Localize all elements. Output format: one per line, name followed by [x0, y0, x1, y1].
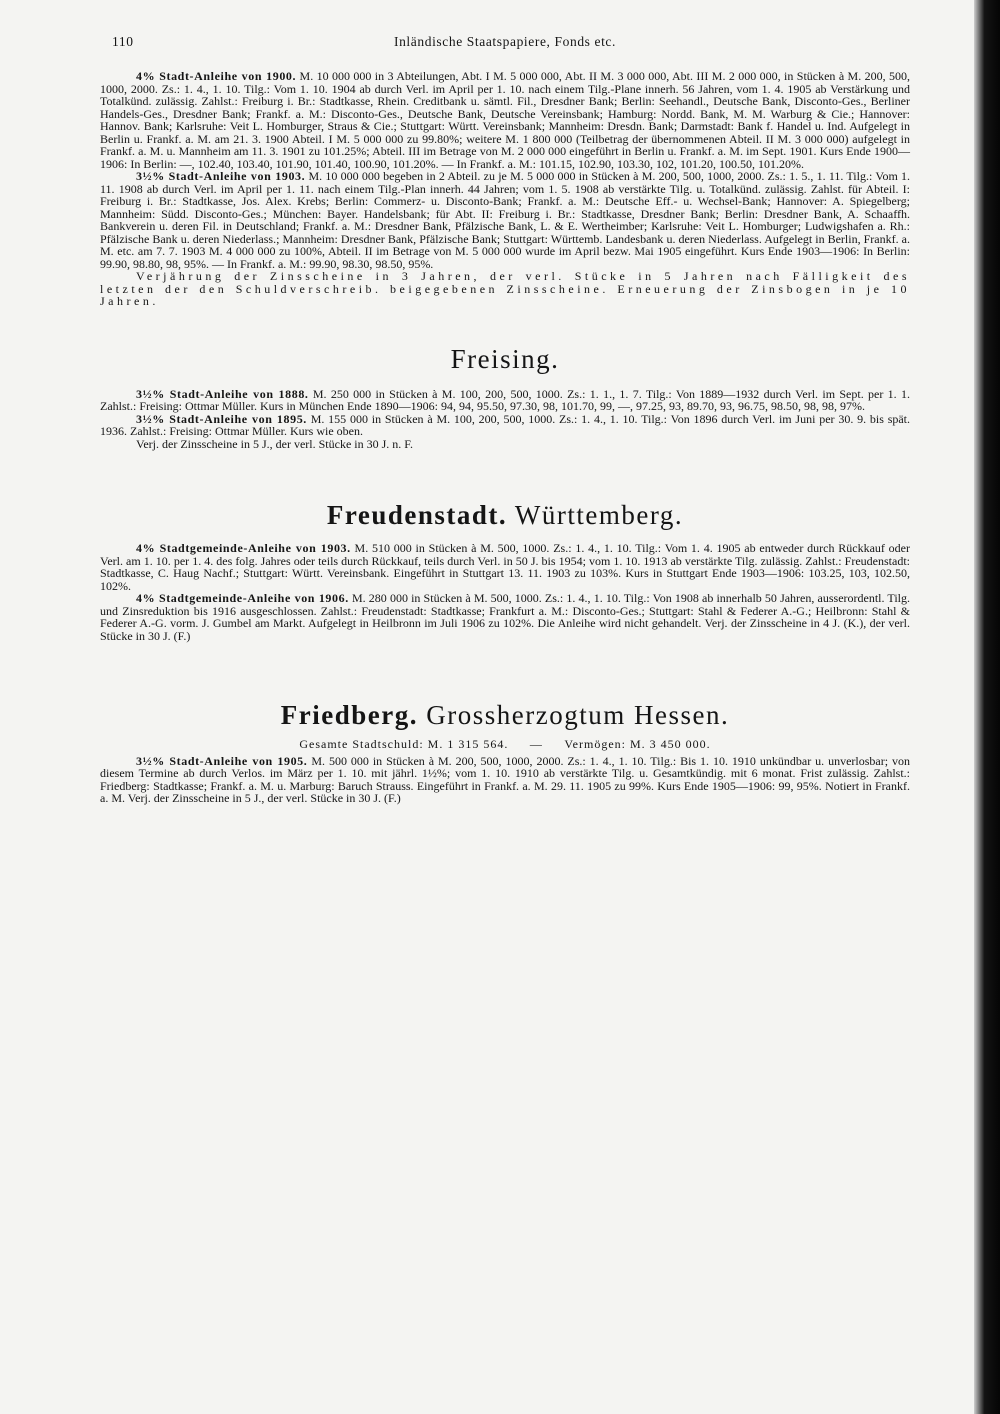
entry-text: M. 280 000 in Stücken à M. 500, 1000. Zs.: 1. 4., 1. 10. Tilg.: Von 1908 ab innerhalb 50 Jahren, ausserordentl. Tilg. und Zinsreduktion bis 1916 ausgeschlossen. Zahlst.: Freudenstadt: Stadtkasse; Frankfurt a. M.: Disconto-Ges.; Stuttgart: Stahl & Federer A.-G.; Heilbronn: Stahl & Federer A.-G. vorm. J. Gumbel am Markt. Aufgelegt in Heilbronn im Juli 1906 zu 102%. Die Anleihe wird nicht gehandelt. Verj. der Zinsscheine in 4 J. (K.), der verl. Stücke in 30 J. (F.): [100, 591, 911, 643]
page-content: [100, 30, 910, 805]
entry-freiburg-1903: [100, 170, 910, 270]
page-binding-edge: [974, 0, 1000, 1414]
entry-lead: 3½% Stadt-Anleihe von 1903.: [136, 169, 306, 183]
assets: Vermögen: M. 3 450 000.: [564, 737, 711, 751]
total-debt: Gesamte Stadtschuld: M. 1 315 564.: [299, 737, 509, 751]
entry-lead: 3½% Stadt-Anleihe von 1895.: [136, 411, 307, 426]
section-freudenstadt: [100, 542, 910, 642]
section-heading-freudenstadt: [100, 500, 910, 530]
entry-freising-verj: [100, 438, 910, 451]
page-header: [100, 30, 910, 52]
running-title: Inländische Staatspapiere, Fonds etc.: [393, 34, 617, 49]
entry-text: M. 500 000 in Stücken à M. 200, 500, 1000, 2000. Zs.: 1. 4., 1. 10. Tilg.: Bis 1. 10. 1910 unkündbar u. unverlosbar; von diesem Termine ab durch Verlos. im März per 1. 10. mit jährl. 1½%; vom 1. 10. 1910 ab verstärkte Tilg. u. Gesamtkündig. mit 6 monat. Frist zulässig. Zahlst.: Friedberg: Stadtkasse; Frankf. a. M. u. Marburg: Baruch Strauss. Eingeführt in Frankf. a. M. 29. 11. 1905 zu 99%. Kurs Ende 1905—1906: 99, 95%. Notiert in Frankf. a. M. Verj. der Zinsscheine in 5 J., der verl. Stücke in 30 J. (F.): [100, 753, 911, 805]
entry-text: M. 250 000 in Stücken à M. 100, 200, 500, 1000. Zs.: 1. 1., 1. 7. Tilg.: Von 1889—1932 durch Verl. im Sept. per 1. 1. Zahlst.: Freising: Ottmar Müller. Kurs in München Ende 1890—1906: 94, 94, 95.50, 97.30, 98, 101.70, 99, —, 97.25, 93, 89.70, 93, 96.75, 98.50, 98, 98, 97%.: [100, 386, 911, 413]
heading-city: Friedberg.: [280, 700, 418, 730]
heading-city: Freudenstadt.: [326, 500, 508, 530]
entry-text: M. 10 000 000 begeben in 2 Abteil. zu je M. 5 000 000 in Stücken à M. 200, 500, 1000, 2000. Zs.: 1. 5., 1. 11. Tilg.: Vom 1. 11. 1908 ab durch Verl. im April per 1. 11. nach einem Tilg.-Plan innerh. 44 Jahren; vom 1. 5. 1908 ab verstärkte Tilg. u. Totalkünd. zulässig. Zahlst. für Abteil. I: Freiburg i. Br.: Stadtkasse, Jos. Alex. Krebs; Berlin: Commerz- u. Disconto-Bank; Frankf. a. M.: Deutsche Eff.- u. Wechsel-Bank; Hannover: A. Spiegelberg; Mannheim: Südd. Disconto-Ges.; München: Bayer. Handelsbank; für Abt. II: Freiburg i. Br.: Stadtkasse, Dresdner Bank; Berlin: Dresdner Bank, A. Schaaffh. Bankverein u. deren Fil. in Deutschland; Frankf. a. M.: Dresdner Bank, Pfälzische Bank, L. & E. Wertheimber; Karlsruhe: Veit L. Homburger; Ludwigshafen a. Rh.: Pfälzische Bank u. deren Niederlass.; Mannheim: Dresdner Bank, Pfälzische Bank; Stuttgart: Württemb. Landesbank u. deren Niederlass. Aufgelegt in Berlin, Frankf. a. M. etc. am 7. 7. 1903 M. 4 000 000 zu 100%, Abteil. II im Betrage von M. 5 000 000 wurde im April bezw. Mai 1905 eingeführt. Kurs Ende 1903—1906: In Berlin: 99.90, 98.80, 98, 95%. — In Frankf. a. M.: 99.90, 98.30, 98.50, 95%.: [100, 169, 911, 271]
entry-text: Verj. der Zinsscheine in 5 J., der verl. Stücke in 30 J. n. F.: [136, 436, 413, 451]
heading-region: Württemberg.: [514, 500, 684, 530]
entry-freiburg-1900: [100, 70, 910, 170]
entry-text: M. 510 000 in Stücken à M. 500, 1000. Zs.: 1. 4., 1. 10. Tilg.: Vom 1. 4. 1905 ab entweder durch Rückkauf oder Verl. am 1. 10. per 1. 4. des folg. Jahres oder teils durch Rückkauf, teils durch Verl. in 50 J. bis 1954; vom 1. 10. 1913 ab verstärkte Tilg. zulässig. Zahlst.: Freudenstadt: Stadtkasse, C. Haug Nachf.; Stuttgart: Württ. Vereinsbank. Eingeführt in Stuttgart 13. 11. 1903 zu 103%. Kurs in Stuttgart Ende 1903—1906: 103.25, 103, 102.50, 102%.: [100, 541, 910, 593]
friedberg-finance-summary: Gesamte Stadtschuld: M. 1 315 564.—Vermögen: M. 3 450 000.: [299, 737, 711, 751]
section-heading-friedberg: [100, 700, 910, 730]
entry-freudenstadt-1906: [100, 592, 910, 642]
section-freiburg: [100, 70, 910, 308]
heading-region: Grossherzogtum Hessen.: [426, 700, 730, 730]
section-heading-freising: Freising.: [450, 343, 560, 374]
entry-friedberg-1905: [100, 755, 910, 805]
entry-lead: 3½% Stadt-Anleihe von 1905.: [136, 753, 308, 768]
section-freising: [100, 388, 910, 451]
entry-lead: 4% Stadt-Anleihe von 1900.: [136, 69, 297, 83]
entry-freudenstadt-1903: [100, 542, 910, 592]
page-number: 110: [112, 34, 134, 49]
section-friedberg: [100, 755, 910, 805]
entry-lead: 4% Stadtgemeinde-Anleihe von 1906.: [136, 591, 349, 605]
entry-text: M. 10 000 000 in 3 Abteilungen, Abt. I M. 5 000 000, Abt. II M. 3 000 000, Abt. III M. 2 000 000, in Stücken à M. 200, 500, 1000, 2000. Zs.: 1. 4., 1. 10. Tilg.: Vom 1. 10. 1904 ab durch Verl. im April per 1. 10. nach einem Tilg.-Plane innerh. 56 Jahren, vom 1. 4. 1905 ab Verstärkung und Totalkünd. zulässig. Zahlst.: Freiburg i. Br.: Stadtkasse, Rhein. Creditbank u. sämtl. Fil., Dresdner Bank; Berlin: Seehandl., Deutsche Bank, Disconto-Ges., Berliner Handels-Ges., Dresdner Bank; Frankf. a. M.: Disconto-Ges., Deutsche Bank, Deutsche Vereinsbank; Hamburg: Nordd. Bank, M. M. Warburg & Cie.; Hannover: Hannov. Bank; Karlsruhe: Veit L. Homburger, Straus & Cie.; Stuttgart: Württ. Vereinsbank; Mannheim: Dresdn. Bank; Darmstadt: Bank f. Handel u. Ind. Aufgelegt in Berlin u. Frankf. a. M. am 21. 3. 1900 Abteil. I M. 5 000 000 zu 99.80%; weitere M. 1 800 000 (Teilbetrag der übernommenen Abteil. II M. 3 000 000) aufgelegt in Frankf. a. M. u. Mannheim am 11. 3. 1901 zu 101.25%; Abteil. III im Betrage von M. 2 000 000 eingeführt in Berlin u. Frankf. a. M. im Sept. 1901. Kurs Ende 1900—1906: In Berlin: —, 102.40, 103.40, 101.90, 101.40, 100.90, 101.20%. — In Frankf. a. M.: 101.15, 102.90, 103.30, 102, 101.20, 100.50, 101.20%.: [100, 69, 910, 171]
entry-freising-1895: [100, 413, 910, 438]
entry-spaced-text: Verjährung der Zinsscheine in 3 Jahren, der verl. Stücke in 5 Jahren nach Fälligkeit des letzten der den Schuldverschreib. beigegebenen Zinsscheine. Erneuerung der Zinsbogen in je 10 Jahren.: [100, 269, 910, 308]
entry-lead: 3½% Stadt-Anleihe von 1888.: [136, 386, 309, 401]
entry-freising-1888: [100, 388, 910, 413]
entry-text: M. 155 000 in Stücken à M. 100, 200, 500, 1000. Zs.: 1. 4., 1. 10. Tilg.: Von 1896 durch Verl. im Juni per 30. 9. bis spät. 1936. Zahlst.: Freising: Ottmar Müller. Kurs wie oben.: [100, 411, 911, 438]
entry-lead: 4% Stadtgemeinde-Anleihe von 1903.: [136, 541, 351, 555]
entry-freiburg-verjaehrung: [100, 270, 910, 308]
